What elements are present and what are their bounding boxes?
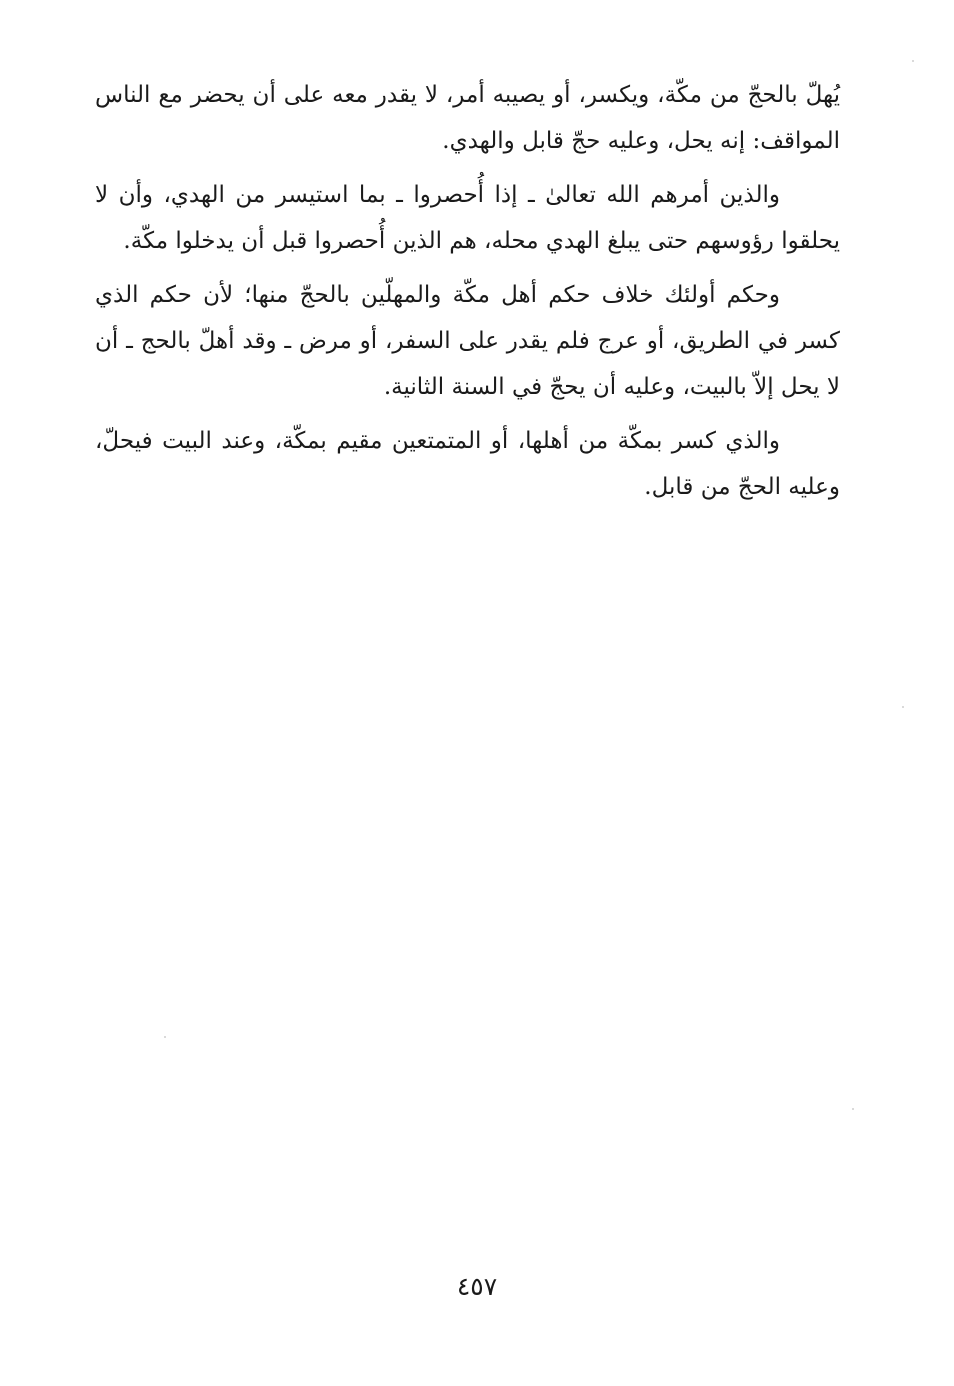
scan-speck	[164, 1036, 166, 1038]
paragraph-1: يُهلّ بالحجّ من مكّة، ويكسر، أو يصيبه أمر، لا يقدر معه على أن يحضر مع الناس المواقف: إنه يحل، وعليه حجّ قابل والهدي.	[95, 82, 840, 154]
scan-speck	[902, 706, 904, 708]
page-number: ٤٥٧	[456, 1272, 498, 1301]
paragraph-3: وحكم أولئك خلاف حكم أهل مكّة والمهلّين بالحجّ منها؛ لأن حكم الذي كسر في الطريق، أو عرج فلم يقدر على السفر، أو مرض ـ وقد أهلّ بالحج ـ أن لا يحل إلاّ بالبيت، وعليه أن يحجّ في السنة الثانية.	[95, 282, 840, 400]
scan-speck	[912, 60, 914, 62]
scan-speck	[852, 1108, 854, 1110]
paragraph-2: والذين أمرهم الله تعالىٰ ـ إذا أُحصروا ـ بما استيسر من الهدي، وأن لا يحلقوا رؤوسهم حتى يبلغ الهدي محله، هم الذين أُحصروا قبل أن يدخلوا مكّة.	[95, 182, 840, 254]
paragraph-4: والذي كسر بمكّة من أهلها، أو المتمتعين مقيم بمكّة، وعند البيت فيحلّ، وعليه الحجّ من قابل.	[95, 428, 840, 500]
body-text	[95, 72, 840, 518]
